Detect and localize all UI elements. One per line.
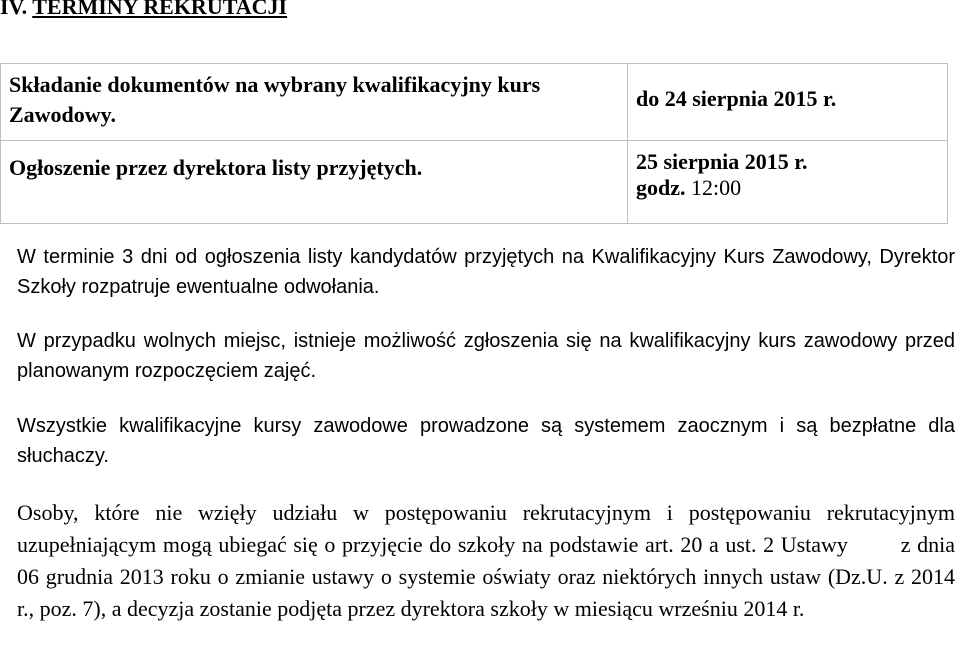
paragraph-appeal-deadline: W terminie 3 dni od ogłoszenia listy kandydatów przyjętych na Kwalifikacyjny Kurs Zawodowy, Dyrektor Szkoły rozpatruje ewentualne odwołania. xyxy=(17,246,955,298)
recruitment-schedule-table xyxy=(0,63,948,224)
paragraph-free-places: W przypadku wolnych miejsc, istnieje możliwość zgłoszenia się na kwalifikacyjny kurs zawodowy przed planowanym rozpoczęciem zajęć. xyxy=(17,330,955,382)
paragraph-legal-basis: Osoby, które nie wzięły udziału w postępowaniu rekrutacyjnym i postępowaniu rekrutacyjnym uzupełniającym mogą ubiegać się o przyjęcie do szkoły na podstawie art. 20 a ust. 2 Ustawy z dnia 06 grudnia 2013 roku o zmianie ustawy o systemie oświaty oraz niektórych innych ustaw (Dz.U. z 2014 r., poz. 7), a decyzja zostanie podjęta przez dyrektora szkoły w miesiącu wrześniu 2014 r. xyxy=(17,500,960,621)
date-cell xyxy=(628,64,948,141)
date-line: do 24 sierpnia 2015 r. xyxy=(636,86,837,111)
event-cell: Ogłoszenie przez dyrektora listy przyjętych. xyxy=(1,141,628,224)
date-line: 25 sierpnia 2015 r. xyxy=(636,149,808,174)
section-title: TERMINY REKRUTACJI xyxy=(32,0,288,19)
section-number: IV. xyxy=(0,0,28,19)
table-row xyxy=(1,64,948,141)
time-line xyxy=(636,175,939,201)
date-cell xyxy=(628,141,948,224)
section-heading xyxy=(0,0,287,20)
event-cell: Składanie dokumentów na wybrany kwalifikacyjny kurs Zawodowy. xyxy=(1,64,628,141)
time-value: 12:00 xyxy=(691,175,742,200)
table-row xyxy=(1,141,948,224)
paragraph-free-courses: Wszystkie kwalifikacyjne kursy zawodowe prowadzone są systemem zaocznym i są bezpłatne dla słuchaczy. xyxy=(17,415,955,467)
time-prefix: godz. xyxy=(636,175,686,200)
